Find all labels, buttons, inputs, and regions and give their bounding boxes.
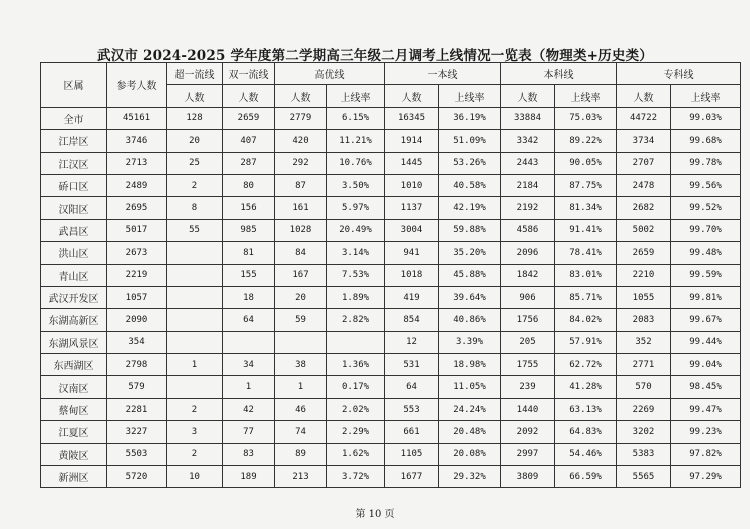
header-vocational: 专科线 (617, 63, 741, 85)
cell-undergrad-count: 2184 (501, 174, 555, 196)
cell-undergrad-rate: 81.34% (555, 197, 617, 219)
table-row (41, 174, 741, 196)
cell-first-tier-rate: 39.64% (439, 286, 501, 308)
cell-super-first-count: 2 (167, 398, 223, 420)
cell-first-tier-count: 1914 (385, 130, 439, 152)
header-double-first: 双一流线 (223, 63, 275, 85)
cell-high-score-count: 59 (275, 309, 327, 331)
cell-vocational-count: 2083 (617, 309, 671, 331)
cell-vocational-rate: 97.29% (671, 466, 741, 488)
cell-vocational-rate: 99.04% (671, 354, 741, 376)
cell-first-tier-rate: 51.09% (439, 130, 501, 152)
cell-double-first-count: 1 (223, 376, 275, 398)
cell-high-score-count: 46 (275, 398, 327, 420)
cell-high-score-rate: 3.72% (327, 466, 385, 488)
table-row (41, 309, 741, 331)
table-row (41, 286, 741, 308)
cell-undergrad-count: 2092 (501, 421, 555, 443)
cell-high-score-rate: 20.49% (327, 219, 385, 241)
cell-participants: 354 (107, 331, 167, 353)
cell-participants: 3227 (107, 421, 167, 443)
cell-super-first-count: 2 (167, 443, 223, 465)
table-row (41, 197, 741, 219)
header-undergrad: 本科线 (501, 63, 617, 85)
cell-first-tier-count: 419 (385, 286, 439, 308)
cell-participants: 2090 (107, 309, 167, 331)
cell-first-tier-count: 1010 (385, 174, 439, 196)
cell-undergrad-count: 239 (501, 376, 555, 398)
cell-super-first-count: 2 (167, 174, 223, 196)
cell-district: 江夏区 (41, 421, 107, 443)
cell-first-tier-rate: 20.08% (439, 443, 501, 465)
cell-undergrad-rate: 83.01% (555, 264, 617, 286)
cell-undergrad-count: 4586 (501, 219, 555, 241)
cell-undergrad-rate: 85.71% (555, 286, 617, 308)
subheader-rate: 上线率 (439, 85, 501, 107)
cell-vocational-rate: 99.47% (671, 398, 741, 420)
cell-first-tier-count: 12 (385, 331, 439, 353)
cell-first-tier-rate: 53.26% (439, 152, 501, 174)
header-row-1 (41, 63, 741, 85)
cell-double-first-count: 18 (223, 286, 275, 308)
cell-high-score-count: 74 (275, 421, 327, 443)
cell-high-score-count: 20 (275, 286, 327, 308)
cell-undergrad-count: 205 (501, 331, 555, 353)
cell-undergrad-count: 906 (501, 286, 555, 308)
table-row (41, 376, 741, 398)
cell-participants: 2713 (107, 152, 167, 174)
cell-vocational-rate: 99.44% (671, 331, 741, 353)
cell-high-score-count: 292 (275, 152, 327, 174)
cell-first-tier-count: 553 (385, 398, 439, 420)
cell-district: 东湖高新区 (41, 309, 107, 331)
cell-double-first-count: 287 (223, 152, 275, 174)
cell-vocational-rate: 99.81% (671, 286, 741, 308)
cell-first-tier-rate: 42.19% (439, 197, 501, 219)
cell-vocational-rate: 99.59% (671, 264, 741, 286)
table-row (41, 242, 741, 264)
cell-undergrad-count: 33884 (501, 107, 555, 129)
cell-high-score-count: 167 (275, 264, 327, 286)
cell-high-score-rate: 6.15% (327, 107, 385, 129)
cell-undergrad-count: 3342 (501, 130, 555, 152)
cell-double-first-count: 155 (223, 264, 275, 286)
cell-first-tier-rate: 24.24% (439, 398, 501, 420)
cell-high-score-rate: 1.89% (327, 286, 385, 308)
cell-first-tier-rate: 35.20% (439, 242, 501, 264)
cell-high-score-rate: 11.21% (327, 130, 385, 152)
cell-super-first-count (167, 286, 223, 308)
cell-district: 武昌区 (41, 219, 107, 241)
cell-first-tier-count: 661 (385, 421, 439, 443)
subheader-count: 人数 (223, 85, 275, 107)
cell-participants: 579 (107, 376, 167, 398)
table-row (41, 466, 741, 488)
page-number: 第 10 页 (355, 509, 395, 520)
cell-undergrad-count: 1440 (501, 398, 555, 420)
cell-high-score-rate: 2.02% (327, 398, 385, 420)
cell-district: 黄陂区 (41, 443, 107, 465)
cell-first-tier-count: 1137 (385, 197, 439, 219)
cell-vocational-rate: 99.68% (671, 130, 741, 152)
cell-first-tier-count: 16345 (385, 107, 439, 129)
cell-district: 东湖风景区 (41, 331, 107, 353)
cell-double-first-count: 42 (223, 398, 275, 420)
cell-super-first-count (167, 376, 223, 398)
cell-participants: 2219 (107, 264, 167, 286)
cell-super-first-count: 128 (167, 107, 223, 129)
cell-high-score-rate: 7.53% (327, 264, 385, 286)
cell-high-score-count: 1 (275, 376, 327, 398)
header-high-score: 高优线 (275, 63, 385, 85)
cell-high-score-count: 161 (275, 197, 327, 219)
cell-district: 新洲区 (41, 466, 107, 488)
cell-super-first-count: 8 (167, 197, 223, 219)
cell-participants: 5017 (107, 219, 167, 241)
cell-undergrad-count: 2096 (501, 242, 555, 264)
cell-vocational-count: 3202 (617, 421, 671, 443)
cell-district: 蔡甸区 (41, 398, 107, 420)
header-participants: 参考人数 (107, 63, 167, 108)
cell-vocational-rate: 98.45% (671, 376, 741, 398)
cell-undergrad-count: 1755 (501, 354, 555, 376)
cell-vocational-rate: 99.67% (671, 309, 741, 331)
cell-high-score-rate (327, 331, 385, 353)
cell-double-first-count: 189 (223, 466, 275, 488)
cell-super-first-count (167, 242, 223, 264)
cell-double-first-count: 64 (223, 309, 275, 331)
cell-district: 洪山区 (41, 242, 107, 264)
cell-high-score-rate: 5.97% (327, 197, 385, 219)
cell-undergrad-rate: 64.83% (555, 421, 617, 443)
cell-undergrad-rate: 62.72% (555, 354, 617, 376)
cell-participants: 5720 (107, 466, 167, 488)
cell-first-tier-rate: 3.39% (439, 331, 501, 353)
cell-first-tier-count: 1018 (385, 264, 439, 286)
table-row (41, 219, 741, 241)
cell-vocational-count: 5383 (617, 443, 671, 465)
cell-participants: 2798 (107, 354, 167, 376)
cell-district: 汉阳区 (41, 197, 107, 219)
cell-first-tier-rate: 45.88% (439, 264, 501, 286)
cell-double-first-count: 985 (223, 219, 275, 241)
cell-vocational-count: 1055 (617, 286, 671, 308)
cell-undergrad-rate: 87.75% (555, 174, 617, 196)
cell-district: 汉南区 (41, 376, 107, 398)
cell-first-tier-rate: 59.88% (439, 219, 501, 241)
cell-first-tier-rate: 40.86% (439, 309, 501, 331)
cell-undergrad-count: 3809 (501, 466, 555, 488)
table-row (41, 443, 741, 465)
results-table (40, 62, 741, 488)
cell-vocational-count: 570 (617, 376, 671, 398)
table-row (41, 421, 741, 443)
table-body (41, 107, 741, 488)
cell-undergrad-count: 1756 (501, 309, 555, 331)
cell-district: 武汉开发区 (41, 286, 107, 308)
cell-super-first-count: 3 (167, 421, 223, 443)
cell-first-tier-rate: 36.19% (439, 107, 501, 129)
cell-undergrad-rate: 41.28% (555, 376, 617, 398)
cell-district: 硚口区 (41, 174, 107, 196)
cell-high-score-count: 87 (275, 174, 327, 196)
table-row (41, 354, 741, 376)
cell-double-first-count: 34 (223, 354, 275, 376)
cell-undergrad-count: 2443 (501, 152, 555, 174)
cell-district: 青山区 (41, 264, 107, 286)
cell-high-score-rate: 1.36% (327, 354, 385, 376)
cell-participants: 1057 (107, 286, 167, 308)
cell-vocational-rate: 99.03% (671, 107, 741, 129)
cell-vocational-count: 2478 (617, 174, 671, 196)
cell-undergrad-rate: 54.46% (555, 443, 617, 465)
cell-district: 东西湖区 (41, 354, 107, 376)
cell-first-tier-count: 1677 (385, 466, 439, 488)
subheader-rate: 上线率 (555, 85, 617, 107)
cell-district: 江汉区 (41, 152, 107, 174)
cell-high-score-rate: 0.17% (327, 376, 385, 398)
cell-first-tier-rate: 29.32% (439, 466, 501, 488)
table-row (41, 331, 741, 353)
cell-vocational-count: 2269 (617, 398, 671, 420)
cell-vocational-rate: 99.70% (671, 219, 741, 241)
table-row (41, 264, 741, 286)
cell-vocational-count: 2682 (617, 197, 671, 219)
cell-super-first-count: 55 (167, 219, 223, 241)
cell-participants: 2695 (107, 197, 167, 219)
cell-undergrad-rate: 89.22% (555, 130, 617, 152)
cell-high-score-count (275, 331, 327, 353)
cell-high-score-rate: 2.82% (327, 309, 385, 331)
cell-double-first-count: 80 (223, 174, 275, 196)
cell-undergrad-rate: 57.91% (555, 331, 617, 353)
subheader-rate: 上线率 (327, 85, 385, 107)
subheader-count: 人数 (167, 85, 223, 107)
cell-double-first-count: 83 (223, 443, 275, 465)
cell-first-tier-count: 941 (385, 242, 439, 264)
cell-high-score-count: 2779 (275, 107, 327, 129)
header-district: 区属 (41, 63, 107, 108)
subheader-count: 人数 (275, 85, 327, 107)
cell-vocational-count: 5002 (617, 219, 671, 241)
table-row (41, 398, 741, 420)
cell-super-first-count: 10 (167, 466, 223, 488)
cell-vocational-count: 2771 (617, 354, 671, 376)
cell-undergrad-rate: 75.03% (555, 107, 617, 129)
table-row (41, 152, 741, 174)
cell-high-score-rate: 2.29% (327, 421, 385, 443)
cell-super-first-count: 20 (167, 130, 223, 152)
cell-vocational-count: 2659 (617, 242, 671, 264)
cell-participants: 3746 (107, 130, 167, 152)
cell-super-first-count (167, 264, 223, 286)
cell-first-tier-rate: 11.05% (439, 376, 501, 398)
cell-undergrad-count: 1842 (501, 264, 555, 286)
table-row (41, 107, 741, 129)
cell-super-first-count (167, 331, 223, 353)
cell-high-score-count: 1028 (275, 219, 327, 241)
cell-participants: 2673 (107, 242, 167, 264)
subheader-count: 人数 (385, 85, 439, 107)
cell-vocational-rate: 99.56% (671, 174, 741, 196)
subheader-count: 人数 (501, 85, 555, 107)
cell-double-first-count: 2659 (223, 107, 275, 129)
cell-vocational-count: 44722 (617, 107, 671, 129)
cell-undergrad-rate: 91.41% (555, 219, 617, 241)
cell-double-first-count: 81 (223, 242, 275, 264)
header-first-tier: 一本线 (385, 63, 501, 85)
subheader-rate: 上线率 (671, 85, 741, 107)
cell-high-score-rate: 1.62% (327, 443, 385, 465)
cell-participants: 2489 (107, 174, 167, 196)
cell-participants: 45161 (107, 107, 167, 129)
cell-first-tier-count: 531 (385, 354, 439, 376)
cell-participants: 2281 (107, 398, 167, 420)
cell-first-tier-count: 1105 (385, 443, 439, 465)
cell-first-tier-rate: 40.58% (439, 174, 501, 196)
cell-high-score-count: 213 (275, 466, 327, 488)
cell-vocational-rate: 99.23% (671, 421, 741, 443)
cell-high-score-rate: 10.76% (327, 152, 385, 174)
cell-first-tier-count: 854 (385, 309, 439, 331)
cell-district: 全市 (41, 107, 107, 129)
cell-first-tier-rate: 20.48% (439, 421, 501, 443)
cell-vocational-count: 3734 (617, 130, 671, 152)
cell-vocational-count: 5565 (617, 466, 671, 488)
page-title: 武汉市 2024-2025 学年度第二学期高三年级二月调考上线情况一览表（物理类+历史类） (97, 48, 653, 64)
cell-vocational-count: 2210 (617, 264, 671, 286)
header-super-first: 超一流线 (167, 63, 223, 85)
cell-double-first-count (223, 331, 275, 353)
cell-vocational-count: 352 (617, 331, 671, 353)
cell-vocational-rate: 99.52% (671, 197, 741, 219)
cell-first-tier-count: 64 (385, 376, 439, 398)
cell-vocational-count: 2707 (617, 152, 671, 174)
cell-high-score-count: 38 (275, 354, 327, 376)
cell-high-score-count: 420 (275, 130, 327, 152)
cell-undergrad-rate: 63.13% (555, 398, 617, 420)
cell-vocational-rate: 99.78% (671, 152, 741, 174)
cell-first-tier-count: 1445 (385, 152, 439, 174)
cell-high-score-count: 84 (275, 242, 327, 264)
cell-super-first-count (167, 309, 223, 331)
cell-super-first-count: 1 (167, 354, 223, 376)
cell-double-first-count: 77 (223, 421, 275, 443)
cell-undergrad-rate: 90.05% (555, 152, 617, 174)
cell-vocational-rate: 99.48% (671, 242, 741, 264)
cell-vocational-rate: 97.82% (671, 443, 741, 465)
cell-undergrad-rate: 84.02% (555, 309, 617, 331)
cell-undergrad-count: 2997 (501, 443, 555, 465)
subheader-count: 人数 (617, 85, 671, 107)
cell-super-first-count: 25 (167, 152, 223, 174)
cell-undergrad-count: 2192 (501, 197, 555, 219)
cell-undergrad-rate: 78.41% (555, 242, 617, 264)
cell-double-first-count: 407 (223, 130, 275, 152)
table-row (41, 130, 741, 152)
cell-participants: 5503 (107, 443, 167, 465)
cell-first-tier-rate: 18.98% (439, 354, 501, 376)
cell-undergrad-rate: 66.59% (555, 466, 617, 488)
cell-first-tier-count: 3004 (385, 219, 439, 241)
cell-district: 江岸区 (41, 130, 107, 152)
cell-high-score-rate: 3.50% (327, 174, 385, 196)
cell-high-score-rate: 3.14% (327, 242, 385, 264)
cell-high-score-count: 89 (275, 443, 327, 465)
cell-double-first-count: 156 (223, 197, 275, 219)
